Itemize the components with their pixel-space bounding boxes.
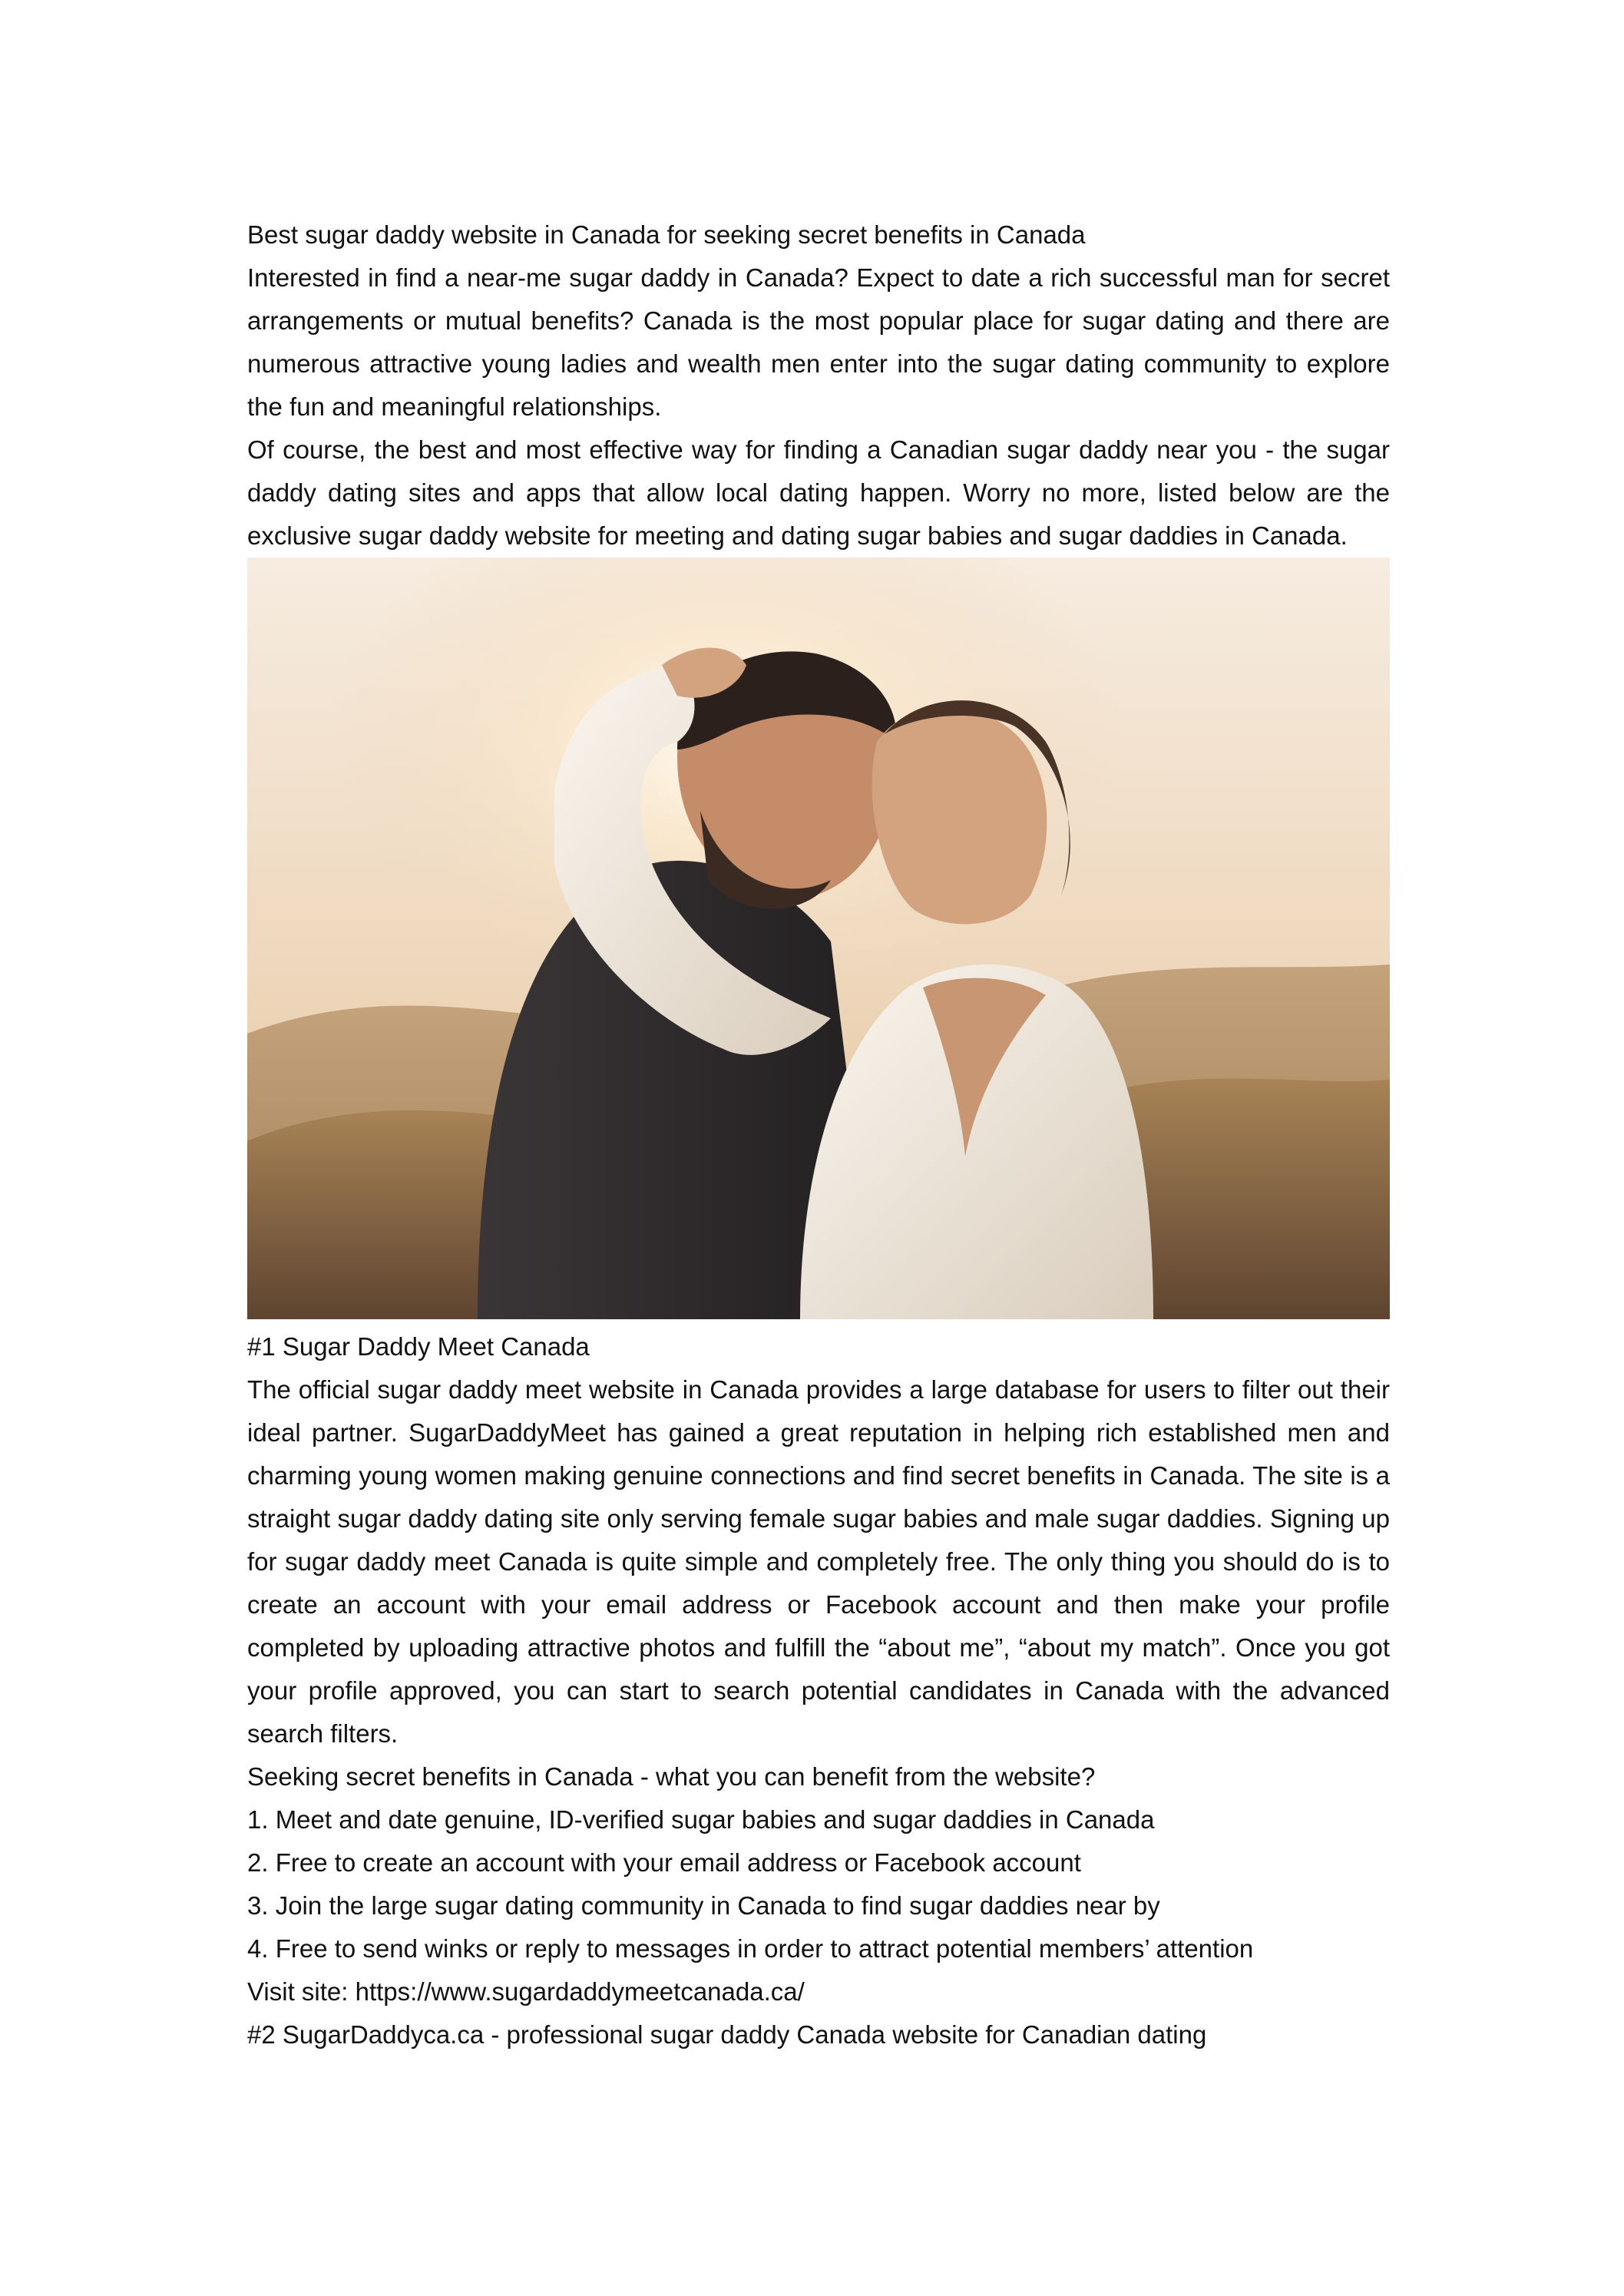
section1-heading: #1 Sugar Daddy Meet Canada <box>247 1332 590 1361</box>
couple-photo-illustration <box>247 557 1390 1319</box>
section1-paragraph: The official sugar daddy meet website in Canada provides a large database for users to filter out their ideal partner. SugarDaddyMeet has gained a great reputation in helping rich established men and charming young women making genuine connections and find secret benefits in Canada. The site is a straight sugar daddy dating site only serving female sugar babies and male sugar daddies. Signing up for sugar daddy meet Canada is quite simple and completely free. The only thing you should do is to create an account with your email address or Facebook account and then make your profile completed by uploading attractive photos and fulfill the “about me”, “about my match”. Once you got your profile approved, you can start to search potential candidates in Canada with the advanced search filters. <box>247 1375 1390 1748</box>
benefit-item: 4. Free to send winks or reply to messages in order to attract potential members’ attention <box>247 1934 1254 1963</box>
visit-site-link[interactable]: Visit site: https://www.sugardaddymeetcanada.ca/ <box>247 1977 805 2006</box>
benefit-item: 1. Meet and date genuine, ID-verified sugar babies and sugar daddies in Canada <box>247 1805 1155 1834</box>
couple-photo <box>247 557 1390 1319</box>
benefits-list <box>247 1798 1390 1970</box>
document-title: Best sugar daddy website in Canada for seeking secret benefits in Canada <box>247 220 1086 249</box>
benefit-item: 2. Free to create an account with your email address or Facebook account <box>247 1848 1081 1877</box>
section2-heading: #2 SugarDaddyca.ca - professional sugar daddy Canada website for Canadian dating <box>247 2020 1207 2049</box>
benefit-item: 3. Join the large sugar dating community in Canada to find sugar daddies near by <box>247 1891 1160 1920</box>
benefits-heading: Seeking secret benefits in Canada - what you can benefit from the website? <box>247 1762 1096 1791</box>
intro-paragraph-2: Of course, the best and most effective way for finding a Canadian sugar daddy near you - the sugar daddy dating sites and apps that allow local dating happen. Worry no more, listed below are the exclusive sugar daddy website for meeting and dating sugar babies and sugar daddies in Canada. <box>247 435 1390 550</box>
intro-paragraph-1: Interested in find a near-me sugar daddy in Canada? Expect to date a rich successful man for secret arrangements or mutual benefits? Canada is the most popular place for sugar dating and there are numerous attractive young ladies and wealth men enter into the sugar dating community to explore the fun and meaningful relationships. <box>247 263 1390 421</box>
document-page <box>247 213 1390 2056</box>
